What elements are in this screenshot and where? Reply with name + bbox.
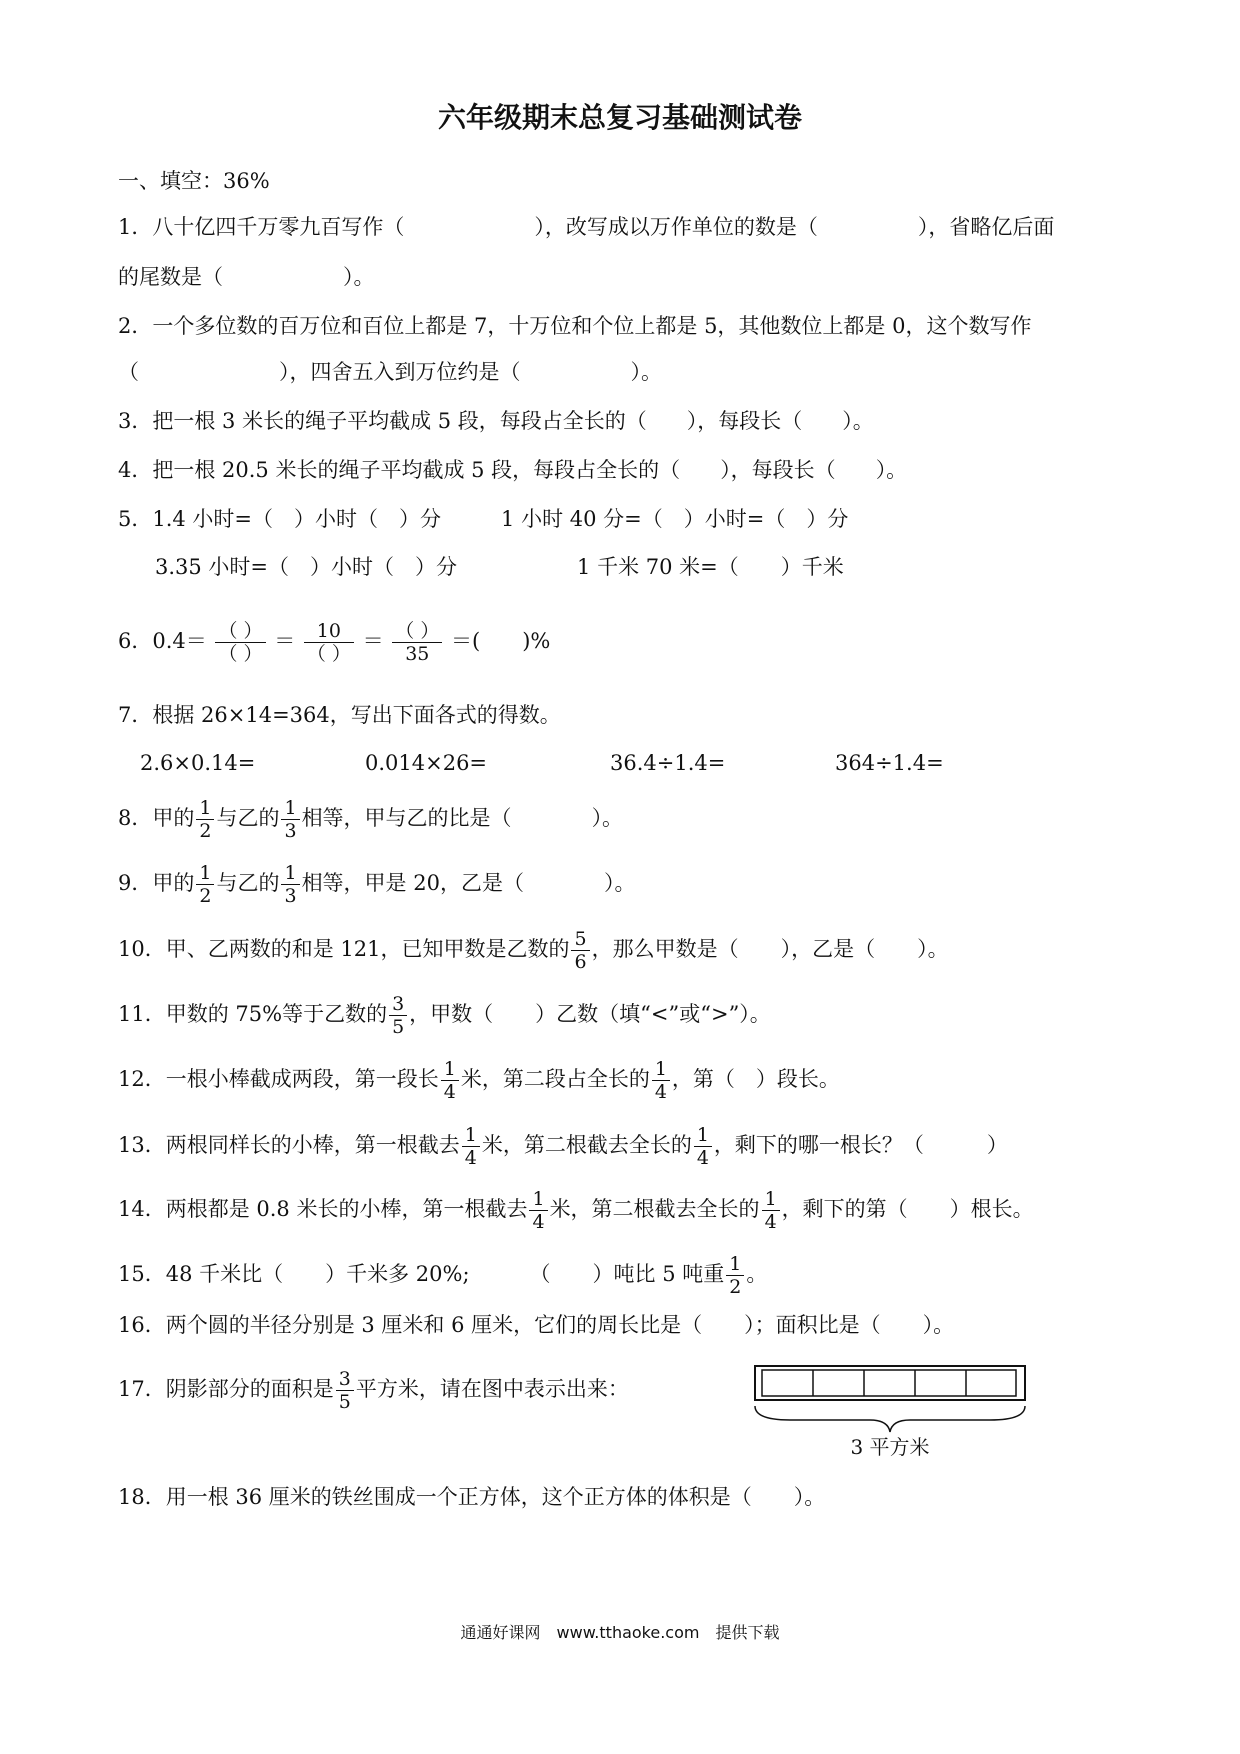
fraction: $\frac{1}{4}$ <box>694 1124 712 1169</box>
fraction: $\frac{10}{( )}$ <box>304 620 354 665</box>
fraction: $\frac{1}{2}$ <box>196 797 214 842</box>
fraction: $\frac{1}{4}$ <box>462 1124 480 1169</box>
outer-rectangle <box>755 1366 1025 1400</box>
question-15: 15．48 千米比（ ）千米多 20%; （ ）吨比 5 吨重 $\frac{1}{2}$ 。 <box>118 1253 768 1298</box>
question-11: 11．甲数的 75%等于乙数的 $\frac{3}{5}$ ，甲数（ ）乙数（填“<”或“>”）。 <box>118 993 771 1038</box>
fraction: $\frac{1}{4}$ <box>529 1188 547 1233</box>
question-1-line-2: 的尾数是（ ）。 <box>118 265 375 289</box>
question-14: 14．两根都是 0.8 米长的小棒，第一根截去 $\frac{1}{4}$ 米，第二根截去全长的 $\frac{1}{4}$ ，剩下的第（ ）根长。 <box>118 1188 1034 1233</box>
shading-diagram <box>750 1364 1030 1464</box>
fraction: $\frac{( )}{35}$ <box>392 620 442 665</box>
rectangle-bar-diagram <box>750 1364 1030 1464</box>
question-4: 4．把一根 20.5 米长的绳子平均截成 5 段，每段占全长的（ ），每段长（ ）。 <box>118 458 908 482</box>
footer: 通通好课网 www.tthaoke.com 提供下载 <box>460 1623 780 1642</box>
question-3: 3．把一根 3 米长的绳子平均截成 5 段，每段占全长的（ ），每段长（ ）。 <box>118 409 874 433</box>
question-2-line-2: （ ），四舍五入到万位约是（ ）。 <box>118 360 662 384</box>
question-17: 17．阴影部分的面积是 $\frac{3}{5}$ 平方米，请在图中表示出来： <box>118 1368 629 1413</box>
question-13: 13．两根同样长的小棒，第一根截去 $\frac{1}{4}$ 米，第二根截去全长的 $\frac{1}{4}$ ，剩下的哪一根长？（ ） <box>118 1124 1008 1169</box>
fraction: $\frac{3}{5}$ <box>389 993 407 1038</box>
question-5-line-1: 5．1.4 小时=（ ）小时（ ）分 1 小时 40 分=（ ）小时=（ ）分 <box>118 507 849 531</box>
question-18: 18．用一根 36 厘米的铁丝围成一个正方体，这个正方体的体积是（ ）。 <box>118 1485 826 1509</box>
question-9: 9．甲的 $\frac{1}{2}$ 与乙的 $\frac{1}{3}$ 相等，甲是 20，乙是（ ）。 <box>118 862 636 907</box>
fraction: $\frac{3}{5}$ <box>336 1368 354 1413</box>
question-7: 7．根据 26×14=364，写出下面各式的得数。 <box>118 703 561 727</box>
fraction: $\frac{1}{3}$ <box>281 797 299 842</box>
question-12: 12．一根小棒截成两段，第一段长 $\frac{1}{4}$ 米，第二段占全长的 $\frac{1}{4}$ ，第（ ）段长。 <box>118 1058 840 1103</box>
fraction: $\frac{1}{2}$ <box>726 1253 744 1298</box>
question-2-line-1: 2．一个多位数的百万位和百位上都是 7，十万位和个位上都是 5，其他数位上都是 0，这个数写作 <box>118 314 1032 338</box>
question-5-line-2: 3.35 小时=（ ）小时（ ）分 1 千米 70 米=（ ）千米 <box>155 555 844 579</box>
fraction: $\frac{1}{4}$ <box>441 1058 459 1103</box>
question-1-line-1: 1．八十亿四千万零九百写作（ ），改写成以万作单位的数是（ ），省略亿后面 <box>118 215 1055 239</box>
brace <box>755 1406 1025 1432</box>
section-heading: 一、填空：36% <box>118 169 270 193</box>
question-10: 10．甲、乙两数的和是 121，已知甲数是乙数的 $\frac{5}{6}$ ，那么甲数是（ ），乙是（ ）。 <box>118 928 949 973</box>
fraction: $\frac{( )}{( )}$ <box>215 620 265 665</box>
fraction: $\frac{5}{6}$ <box>571 928 589 973</box>
fraction: $\frac{1}{4}$ <box>762 1188 780 1233</box>
page-title: 六年级期末总复习基础测试卷 <box>437 101 802 134</box>
fraction: $\frac{1}{2}$ <box>196 862 214 907</box>
question-6: 6．0.4＝ $\frac{( )}{( )}$ ＝ $\frac{10}{( )}$ ＝ $\frac{( )}{35}$ ＝( )% <box>118 620 551 665</box>
fraction: $\frac{1}{4}$ <box>652 1058 670 1103</box>
fraction: $\frac{1}{3}$ <box>281 862 299 907</box>
question-8: 8．甲的 $\frac{1}{2}$ 与乙的 $\frac{1}{3}$ 相等，甲与乙的比是（ ）。 <box>118 797 624 842</box>
diagram-label: 3 平方米 <box>850 1435 930 1459</box>
question-16: 16．两个圆的半径分别是 3 厘米和 6 厘米，它们的周长比是（ ）；面积比是（ ）。 <box>118 1313 955 1337</box>
question-7-expressions: 2.6×0.14= 0.014×26= 36.4÷1.4= 364÷1.4= <box>140 751 944 775</box>
